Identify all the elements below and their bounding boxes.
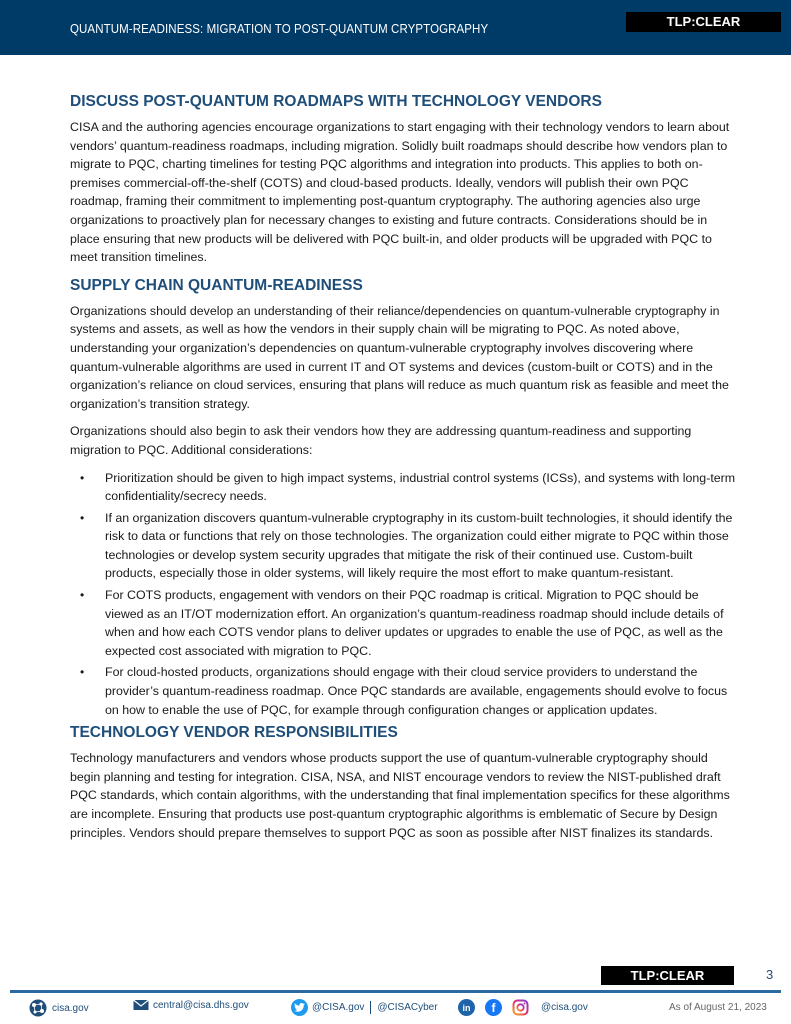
paragraph: Technology manufacturers and vendors whose products support the use of quantum-vulnerable cryptography should begin planning and testing for integration. CISA, NSA, and NIST encourage vendors to review the NIST-published draft PQC standards, which contain algorithms, with the understanding that final implementation specifics for these algorithms are incomplete. Ensuring that products use post-quantum cryptographic algorithms is emblematic of Secure by Design principles. Vendors should prepare themselves to support PQC as soon as possible after NIST finalizes its standards.: [70, 751, 730, 840]
considerations-list: [70, 469, 736, 720]
section-vendor-roadmaps: [70, 92, 736, 267]
footer-divider: [10, 990, 781, 993]
twitter-handle-cisacyber[interactable]: @CISACyber: [377, 1002, 438, 1013]
document-title: QUANTUM-READINESS: MIGRATION TO POST-QUANTUM CRYPTOGRAPHY: [70, 22, 489, 36]
bullet-icon: •: [80, 665, 85, 680]
page-number: 3: [766, 967, 774, 982]
list-item: [80, 586, 736, 660]
paragraph: CISA and the authoring agencies encourage organizations to start engaging with their technology vendors to learn about vendors’ quantum-readiness roadmaps, including migration. Solidly built roadmaps should describe how vendors plan to migrate to PQC, charting timelines for testing PQC algorithms and integration into products. This applies to both on-premises commercial-off-the-shelf (COTS) and cloud-based products. Ideally, vendors will publish their own PQC roadmap, framing their commitment to implementing post-quantum cryptography. The authoring agencies also urge organizations to proactively plan for necessary changes to existing and future contracts. Considerations should be in place ensuring that new products will be delivered with PQC built-in, and older products will be upgraded with PQC to meet transition timelines.: [70, 120, 730, 265]
footer-website[interactable]: [28, 999, 89, 1017]
list-item-text: For cloud-hosted products, organizations should engage with their cloud service providers to understand the provider’s quantum-readiness roadmap. Once PQC standards are available, engagements should evolve to focus on how to enable the use of PQC, for example through configuration changes or application updates.: [105, 665, 728, 717]
footer-email[interactable]: [133, 999, 249, 1011]
handle-separator: [370, 1001, 371, 1014]
tlp-label-bottom: TLP:CLEAR: [601, 966, 734, 985]
social-handle[interactable]: @cisa.gov: [541, 1002, 588, 1013]
page-content: [70, 92, 736, 851]
instagram-icon[interactable]: [512, 999, 529, 1016]
list-item: [80, 469, 736, 506]
section-supply-chain: [70, 276, 736, 719]
page-header: [0, 0, 791, 55]
section-heading: TECHNOLOGY VENDOR RESPONSIBILITIES: [70, 724, 398, 742]
paragraph: Organizations should also begin to ask their vendors how they are addressing quantum-readiness and supporting migration to PQC. Additional considerations:: [70, 424, 692, 457]
footer-social: [458, 999, 588, 1016]
email-link[interactable]: central@cisa.dhs.gov: [153, 999, 249, 1011]
facebook-icon[interactable]: f: [485, 999, 502, 1016]
envelope-icon: [133, 999, 149, 1011]
list-item: [80, 509, 736, 583]
section-heading: SUPPLY CHAIN QUANTUM-READINESS: [70, 276, 363, 294]
section-heading: DISCUSS POST-QUANTUM ROADMAPS WITH TECHNOLOGY VENDORS: [70, 93, 602, 110]
cisa-logo-icon: [28, 999, 48, 1017]
list-item-text: Prioritization should be given to high impact systems, industrial control systems (ICSs), and systems with long-term confidentiality/secrecy needs.: [105, 470, 736, 504]
list-item-text: If an organization discovers quantum-vulnerable cryptography in its custom-built technologies, it should identify the risk to data or functions that rely on those technologies. The organization could either migrate to PQC within those technologies or develop system security upgrades that mitigate the risk of their continued use. Custom-built products, especially those in older systems, will likely require the most effort to make quantum-resistant.: [105, 510, 733, 581]
page-footer: [0, 996, 791, 1020]
linkedin-icon[interactable]: in: [458, 999, 475, 1016]
publication-date: As of August 21, 2023: [669, 1002, 767, 1013]
bullet-icon: •: [80, 510, 85, 525]
section-vendor-responsibilities: [70, 723, 736, 842]
twitter-icon: [291, 999, 308, 1016]
footer-twitter: [291, 999, 438, 1016]
bullet-icon: •: [80, 588, 85, 603]
website-link[interactable]: cisa.gov: [52, 1002, 89, 1014]
bullet-icon: •: [80, 470, 85, 485]
paragraph: Organizations should develop an understanding of their reliance/dependencies on quantum-vulnerable cryptography in systems and assets, as well as how the vendors in their supply chain will be migrating to PQC. As noted above, understanding your organization’s dependencies on quantum-vulnerable cryptography involves discovering where quantum-vulnerable algorithms are used in current IT and OT systems and devices (custom-built or COTS) and in the organization’s reliance on cloud services, ensuring that plans will reduce as much quantum risk as feasible and meet the organization’s transition strategy.: [70, 303, 729, 411]
list-item: [80, 663, 736, 719]
twitter-handle-cisa[interactable]: @CISA.gov: [312, 1002, 365, 1013]
list-item-text: For COTS products, engagement with vendors on their PQC roadmap is critical. Migration to PQC should be viewed as an IT/OT modernization effort. An organization’s quantum-readiness roadmap should include details of when and how each COTS vendor plans to deliver updates or upgrades to enable the use of PQC, as well as the expected cost associated with migration to PQC.: [105, 588, 724, 658]
tlp-label-top: TLP:CLEAR: [626, 12, 781, 32]
